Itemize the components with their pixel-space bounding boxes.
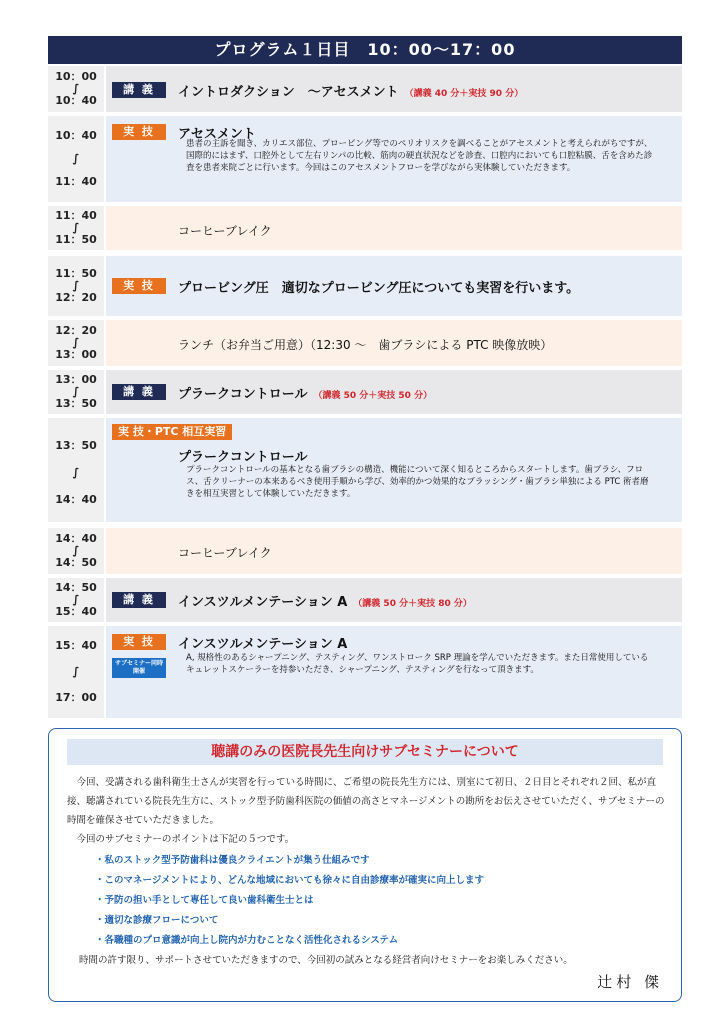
practice-badge: 実 技 (112, 124, 166, 140)
end-time: 10：40 (55, 94, 97, 107)
time-separator: ∫ (72, 221, 80, 234)
end-time: 13：00 (55, 348, 97, 361)
time-cell (48, 626, 104, 718)
end-time: 17：00 (55, 691, 97, 704)
sub-seminar-title: 聴講のみの医院長先生向けサブセミナーについて (67, 739, 663, 765)
start-time: 12：20 (55, 324, 97, 337)
session-note: （講義 40 分＋実技 90 分） (404, 89, 524, 99)
row-content (106, 320, 682, 366)
time-separator: ∫ (72, 82, 80, 95)
end-time: 14：40 (55, 493, 97, 506)
sub-seminar-description (67, 773, 669, 849)
end-time: 15：40 (55, 605, 97, 618)
schedule-row (48, 370, 682, 414)
end-time: 13：50 (55, 397, 97, 410)
session-title: イントロダクション 〜アセスメント （講義 40 分＋実技 90 分） (178, 85, 524, 100)
time-cell (48, 370, 104, 414)
row-content (106, 626, 682, 718)
practice-ptc-badge: 実 技・PTC 相互実習 (112, 424, 232, 440)
list-item: ・ このマネージメントにより、どんな地域においても徐々に自由診療率が確実に向上します (95, 871, 484, 891)
end-time: 14：50 (55, 556, 97, 569)
row-content (106, 206, 682, 250)
start-time: 14：40 (55, 532, 97, 545)
row-content (106, 528, 682, 574)
sub-seminar-paragraph: 今回、受講される歯科衛生士さんが実習を行っている時間に、ご希望の院長先生方には、別室にて初日、２日目とそれぞれ２回、私が直接、聴講されている院長先生方に、ストック型予防歯科医院の価値の高さとマネージメントの勘所をお伝えさせていただく、サブセミナーの時間を確保させていただきました。 (67, 777, 665, 826)
time-cell (48, 66, 104, 112)
time-separator: ∫ (72, 665, 80, 678)
session-description: 患者の主訴を聞き、カリエス部位、プロービング等でのペリオリスクを調べることがアセスメントと考えられがちですが、国際的にはまず、口腔外として左右リンパの比較、筋肉の硬直状況などを診査、口腔内においても口腔粘膜、舌を含めた診査を患者来院ごとに行います。今回はこのアセスメントフローを学びながら実体験していただきます。 (186, 139, 653, 173)
start-time: 14：50 (55, 581, 97, 594)
session-description: A, 規格性のあるシャープニング、テスティング、ワンストローク SRP 理論を学んでいただきます。また日常使用しているキュレットスケーラーを持参いただき、シャープニング、テスティングを行なって頂きます。 (186, 653, 649, 675)
lecture-badge: 講 義 (112, 592, 166, 608)
schedule-row (48, 320, 682, 366)
time-separator: ∫ (72, 385, 80, 398)
end-time: 12：20 (55, 291, 97, 304)
time-separator: ∫ (72, 593, 80, 606)
break-label: コーヒーブレイク (178, 546, 272, 560)
time-separator: ∫ (72, 279, 80, 292)
break-label: コーヒーブレイク (178, 224, 272, 238)
lunch-label: ランチ（お弁当ご用意）（12:30 〜 歯ブラシによる PTC 映像放映） (178, 338, 553, 352)
schedule-row (48, 418, 682, 522)
start-time: 10：40 (55, 129, 97, 142)
sub-seminar-box (48, 728, 682, 1002)
time-separator: ∫ (72, 152, 80, 165)
time-cell (48, 256, 104, 316)
time-separator: ∫ (72, 466, 80, 479)
start-time: 15：40 (55, 639, 97, 652)
sub-seminar-intro: 今回のサブセミナーのポイントは下記の５つです。 (67, 834, 295, 845)
time-cell (48, 578, 104, 622)
start-time: 13：00 (55, 373, 97, 386)
time-cell (48, 206, 104, 250)
session-note: （講義 50 分＋実技 80 分） (353, 599, 472, 609)
practice-badge: 実 技 (112, 278, 166, 294)
start-time: 10：00 (55, 70, 97, 83)
list-item: ・ 適切な診療フローについて (95, 911, 484, 931)
schedule-row (48, 578, 682, 622)
session-title: インスツルメンテーション A （講義 50 分＋実技 80 分） (178, 595, 472, 610)
lecture-badge: 講 義 (112, 82, 166, 98)
row-content (106, 578, 682, 622)
schedule-row (48, 256, 682, 316)
list-item: ・ 私のストック型予防歯科は優良クライエントが集う仕組みです (95, 851, 484, 871)
schedule-row (48, 626, 682, 718)
session-description: プラークコントロールの基本となる歯ブラシの構造、機能について深く知るところからスタートします。歯ブラシ、フロス、舌クリーナーの本来あるべき使用手順から学び、効率的かつ効果的なブラッシング・歯ブラシ単独による PTC 術者磨きを相互実習として体験していただきます。 (186, 465, 649, 499)
start-time: 11：50 (55, 267, 97, 280)
time-cell (48, 320, 104, 366)
session-title: プラークコントロール (178, 450, 308, 465)
end-time: 11：40 (55, 175, 97, 188)
signature: 辻村 傑 (597, 973, 663, 991)
schedule-row (48, 528, 682, 574)
session-title: プロービング圧 適切なプロービング圧についても実習を行います。 (178, 281, 580, 296)
list-item: ・ 予防の担い手として専任して良い歯科衛生士とは (95, 891, 484, 911)
session-title: インスツルメンテーション A (178, 637, 348, 652)
sub-seminar-points (95, 851, 484, 951)
schedule-row (48, 206, 682, 250)
time-cell (48, 116, 104, 202)
lecture-badge: 講 義 (112, 384, 166, 400)
row-content (106, 256, 682, 316)
practice-badge: 実 技 (112, 634, 166, 650)
start-time: 11：40 (55, 209, 97, 222)
session-title: プラークコントロール （講義 50 分＋実技 50 分） (178, 387, 433, 402)
list-item: ・ 各職種のプロ意識が向上し院内が力むことなく活性化されるシステム (95, 931, 484, 951)
sub-seminar-badge: サブセミナー同時開催 (112, 658, 166, 678)
closing-text: 時間の許す限り、サポートさせていただきますので、今回初の試みとなる経営者向けセミナーをお楽しみください。 (79, 955, 573, 966)
time-cell (48, 418, 104, 522)
start-time: 13：50 (55, 439, 97, 452)
row-content (106, 116, 682, 202)
schedule-row (48, 116, 682, 202)
schedule-row (48, 66, 682, 112)
program-title: プログラム１日目 10：00〜17：00 (48, 36, 682, 64)
time-separator: ∫ (72, 544, 80, 557)
row-content (106, 66, 682, 112)
row-content (106, 418, 682, 522)
session-note: （講義 50 分＋実技 50 分） (313, 391, 433, 401)
time-separator: ∫ (72, 336, 80, 349)
row-content (106, 370, 682, 414)
time-cell (48, 528, 104, 574)
end-time: 11：50 (55, 233, 97, 246)
session-title: アセスメント (178, 127, 256, 142)
